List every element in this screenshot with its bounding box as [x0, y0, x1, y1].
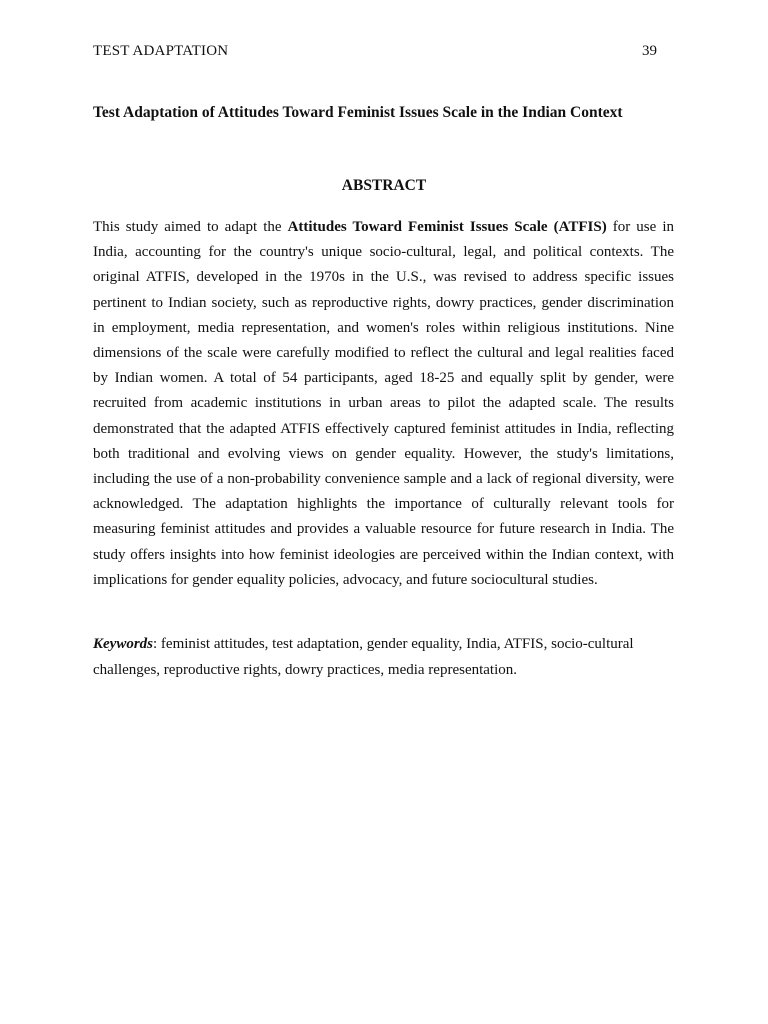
abstract-text-start: This study aimed to adapt the	[93, 219, 288, 235]
keywords-text: : feminist attitudes, test adaptation, gender equality, India, ATFIS, socio-cultural challenges, reproductive rights, dowry practices, media representation.	[93, 636, 634, 678]
page-number: 39	[642, 43, 657, 59]
abstract-body	[93, 215, 674, 593]
paper-title: Test Adaptation of Attitudes Toward Feminist Issues Scale in the Indian Context	[93, 104, 623, 121]
keywords-paragraph	[93, 632, 674, 683]
abstract-bold-term: Attitudes Toward Feminist Issues Scale (ATFIS)	[287, 219, 607, 235]
abstract-text-rest: for use in India, accounting for the country's unique socio-cultural, legal, and political contexts. The original ATFIS, developed in the 1970s in the U.S., was revised to address specific issues pertinent to Indian society, such as reproductive rights, dowry practices, gender discrimination in employment, media representation, and women's roles within religious institutions. Nine dimensions of the scale were carefully modified to reflect the cultural and legal realities faced by Indian women. A total of 54 participants, aged 18-25 and equally split by gender, were recruited from academic institutions in urban areas to pilot the adapted scale. The results demonstrated that the adapted ATFIS effectively captured feminist attitudes in India, reflecting both traditional and evolving views on gender equality. However, the study's limitations, including the use of a non-probability convenience sample and a lack of regional diversity, were acknowledged. The adaptation highlights the importance of culturally relevant tools for measuring feminist attitudes and provides a valuable resource for future research in India. The study offers insights into how feminist ideologies are perceived within the Indian context, with implications for gender equality policies, advocacy, and future sociocultural studies.	[93, 219, 674, 588]
keywords-label: Keywords	[93, 636, 153, 652]
running-head: TEST ADAPTATION	[93, 43, 229, 59]
abstract-heading: ABSTRACT	[341, 177, 427, 194]
